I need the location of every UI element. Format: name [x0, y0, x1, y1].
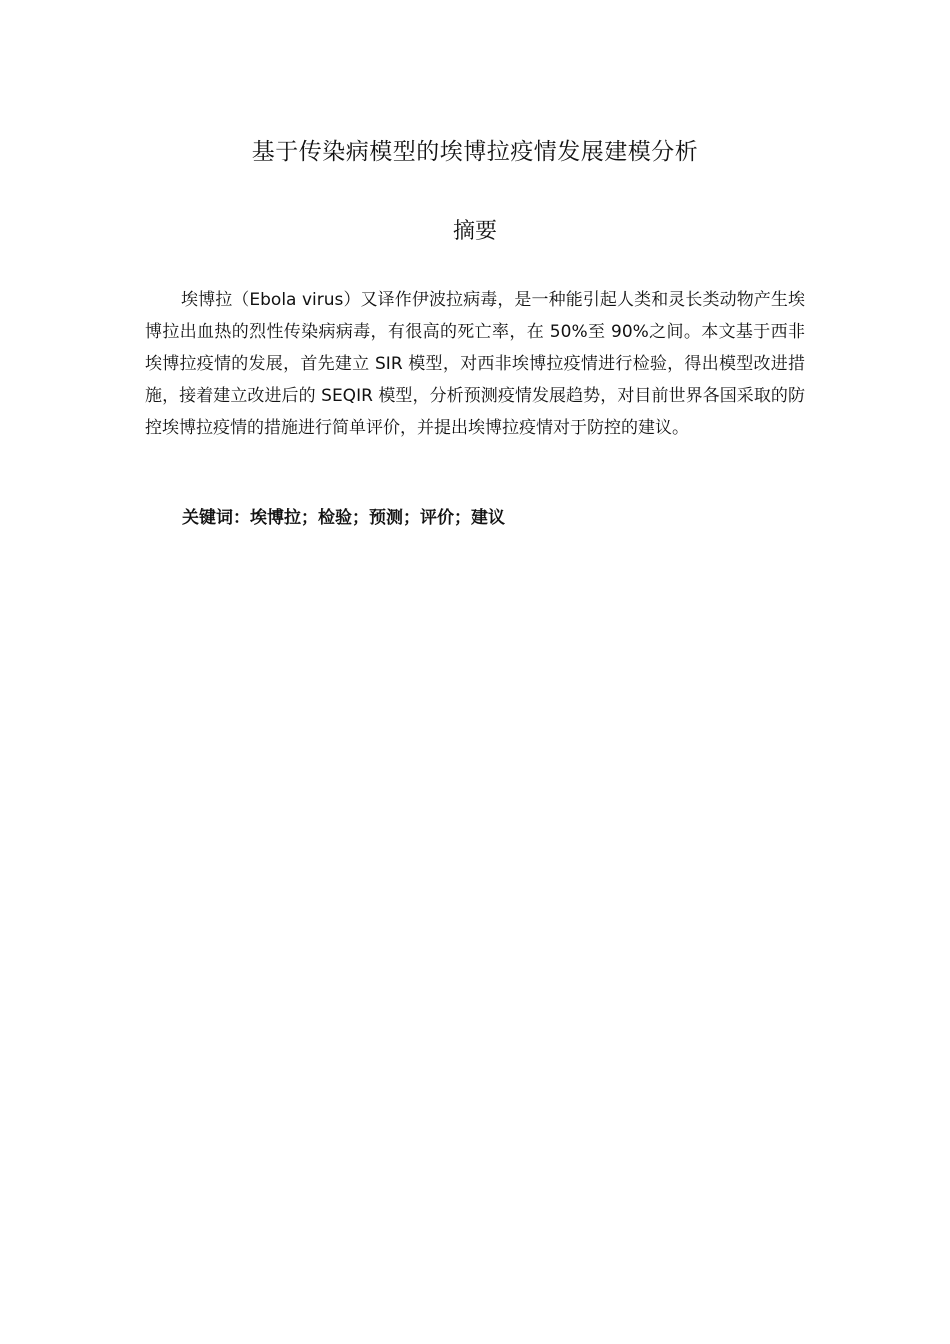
keywords-line: 关键词：埃博拉；检验；预测；评价；建议 — [182, 508, 505, 528]
abstract-paragraph: 埃博拉（Ebola virus）又译作伊波拉病毒，是一种能引起人类和灵长类动物产生埃博拉出血热的烈性传染病病毒，有很高的死亡率，在 50%至 90%之间。本文基于西非埃博拉疫情的发展，首先建立 SIR 模型，对西非埃博拉疫情进行检验，得出模型改进措施，接着建立改进后的 SEQIR 模型，分析预测疫情发展趋势，对目前世界各国采取的防控埃博拉疫情的措施进行简单评价，并提出埃博拉疫情对于防控的建议。 — [145, 290, 805, 438]
paper-title: 基于传染病模型的埃博拉疫情发展建模分析 — [251, 139, 699, 165]
abstract-heading: 摘要 — [452, 219, 497, 244]
